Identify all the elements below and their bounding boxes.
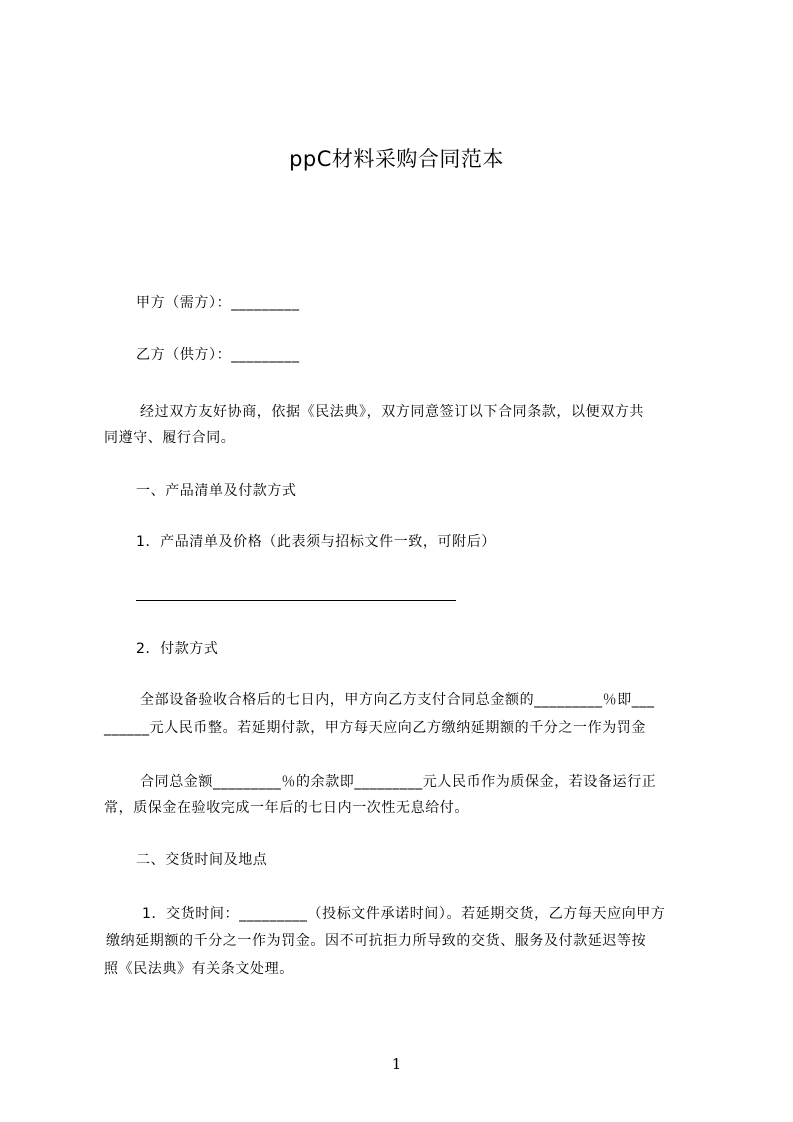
intro-line-1: 经过双方友好协商，依据《民法典》，双方同意签订以下合同条款，以便双方共 <box>140 404 644 420</box>
party-a-line: 甲方（需方）：_________ <box>136 295 300 311</box>
section-2-heading: 二、交货时间及地点 <box>136 852 268 868</box>
retention-line-2: 常，质保金在验收完成一年后的七日内一次性无息给付。 <box>104 800 469 816</box>
payment-line-1: 全部设备验收合格后的七日内，甲方向乙方支付合同总金额的_________％即___ <box>140 692 655 708</box>
intro-line-2: 同遵守、履行合同。 <box>104 430 236 446</box>
delivery-line-3: 照《民法典》有关条文处理。 <box>104 961 294 977</box>
payment-line-2: ______元人民币整。若延期付款，甲方每天应向乙方缴纳延期额的千分之一作为罚金 <box>104 720 646 736</box>
party-b-line: 乙方（供方）：_________ <box>136 347 300 363</box>
delivery-line-1: 1．交货时间：_________（投标文件承诺时间）。若延期交货，乙方每天应向甲方 <box>142 906 666 922</box>
page-number: 1 <box>391 1055 402 1073</box>
document-title: ppC材料采购合同范本 <box>289 147 504 171</box>
item-1-2-heading: 2．付款方式 <box>136 641 219 657</box>
section-1-heading: 一、产品清单及付款方式 <box>136 483 297 499</box>
item-1-1-heading: 1．产品清单及价格（此表须与招标文件一致，可附后） <box>136 534 496 550</box>
delivery-line-2: 缴纳延期额的千分之一作为罚金。因不可抗拒力所导致的交货、服务及付款延迟等按 <box>106 933 647 949</box>
retention-line-1: 合同总金额_________％的余款即_________元人民币作为质保金，若设备运行正 <box>140 774 657 790</box>
product-list-blank-line <box>136 600 456 601</box>
